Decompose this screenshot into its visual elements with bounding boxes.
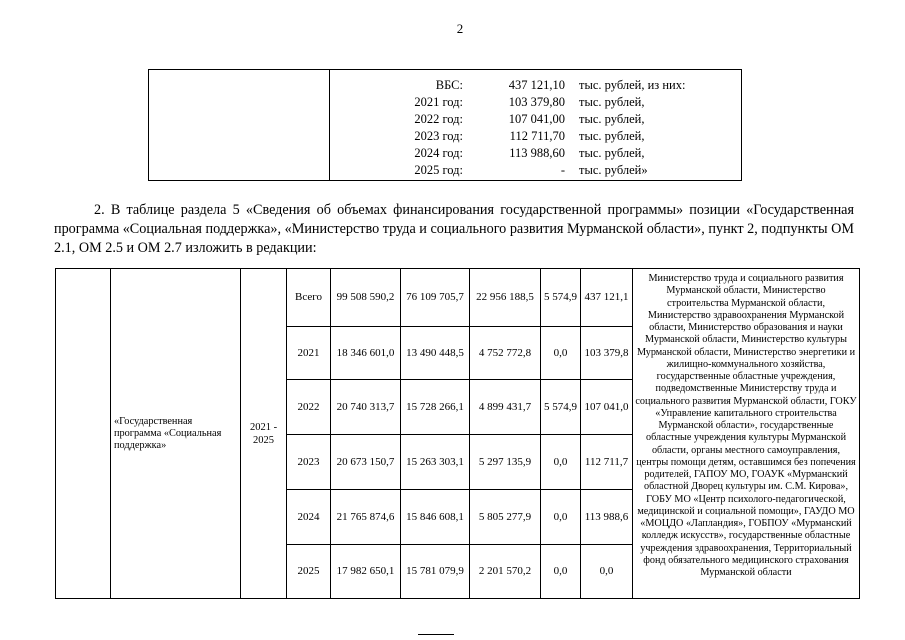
year-cell: 2025 [287, 545, 331, 599]
value-cell: 113 988,6 [581, 490, 633, 545]
year-cell: 2021 [287, 327, 331, 380]
financing-unit: тыс. рублей, [579, 112, 645, 126]
total-cell: 20 740 313,7 [331, 380, 401, 435]
value-cell: 0,0 [581, 545, 633, 599]
year-cell: Всего [287, 269, 331, 327]
year-cell: 2022 [287, 380, 331, 435]
value-cell: 15 263 303,1 [401, 435, 470, 490]
footer-mark [418, 634, 454, 635]
value-cell: 0,0 [541, 545, 581, 599]
funding-table [55, 268, 860, 599]
value-cell: 76 109 705,7 [401, 269, 470, 327]
financing-label: 2024 год: [414, 146, 463, 160]
year-cell: 2024 [287, 490, 331, 545]
value-cell: 5 805 277,9 [470, 490, 541, 545]
financing-value: 437 121,10 [508, 78, 565, 92]
financing-label: 2025 год: [414, 163, 463, 177]
value-cell: 103 379,8 [581, 327, 633, 380]
value-cell: 2 201 570,2 [470, 545, 541, 599]
financing-unit: тыс. рублей, [579, 146, 645, 160]
value-cell: 107 041,0 [581, 380, 633, 435]
financing-value: 113 988,60 [509, 146, 565, 160]
value-cell: 112 711,7 [581, 435, 633, 490]
financing-value: 107 041,00 [508, 112, 565, 126]
financing-unit: тыс. рублей, из них: [579, 78, 686, 92]
financing-value: 112 711,70 [509, 129, 565, 143]
value-cell: 5 574,9 [541, 269, 581, 327]
total-cell: 17 982 650,1 [331, 545, 401, 599]
empty-cell [56, 269, 111, 599]
page-number: 2 [456, 21, 464, 36]
financing-summary-table [148, 69, 742, 181]
responsible-parties-cell: Министерство труда и социального развития Мурманской области, Министерство строительства Мурманской области, Министерство здравоохранения Мурманской области, Министерство образования и науки Мурманской области, Министерство культуры Мурманской области, Министерство энергетики и жилищно-коммунального хозяйства, государственные областные учреждения, подведомственные Министерству труда и социального развития Мурманской области, ГОКУ «Управление капитального строительства Мурманской области», государственные областные учреждения культуры Мурманской области, органы местного самоуправления, центры помощи детям, оставшимся без попечения родителей, ГАПОУ МО, ГОАУК «Мурманский областной Дворец культуры им. С.М. Кирова», ГОБУ МО «Центр психолого-педагогической, медицинской и социальной помощи», ГАУДО МО «МОЦДО «Лапландия», ГОБПОУ «Мурманский колледж искусств», государственные областные учреждения здравоохранения, Территориальный фонд обязательного медицинского страхования Мурманской области [633, 269, 860, 599]
financing-unit: тыс. рублей» [579, 163, 648, 177]
value-cell: 22 956 188,5 [470, 269, 541, 327]
period-cell: 2021 - 2025 [241, 269, 287, 599]
value-cell: 15 728 266,1 [401, 380, 470, 435]
table-row [56, 269, 860, 327]
value-cell: 4 899 431,7 [470, 380, 541, 435]
value-cell: 437 121,1 [581, 269, 633, 327]
financing-label: 2022 год: [414, 112, 463, 126]
value-cell: 5 574,9 [541, 380, 581, 435]
financing-unit: тыс. рублей, [579, 129, 645, 143]
program-name-cell: «Государственная программа «Социальная поддержка» [111, 269, 241, 599]
value-cell: 15 781 079,9 [401, 545, 470, 599]
value-cell: 5 297 135,9 [470, 435, 541, 490]
financing-label: 2023 год: [414, 129, 463, 143]
financing-label: ВБС: [435, 78, 463, 92]
financing-label: 2021 год: [414, 95, 463, 109]
financing-unit: тыс. рублей, [579, 95, 645, 109]
year-cell: 2023 [287, 435, 331, 490]
value-cell: 4 752 772,8 [470, 327, 541, 380]
amendment-paragraph: 2. В таблице раздела 5 «Сведения об объемах финансирования государственной программы» позиции «Государственная программа «Социальная поддержка», «Министерство труда и социального развития Мурманской области», пункт 2, подпункты ОМ 2.1, ОМ 2.5 и ОМ 2.7 изложить в редакции: [54, 202, 854, 256]
total-cell: 18 346 601,0 [331, 327, 401, 380]
value-cell: 15 846 608,1 [401, 490, 470, 545]
financing-value: - [560, 163, 565, 177]
total-cell: 21 765 874,6 [331, 490, 401, 545]
value-cell: 0,0 [541, 490, 581, 545]
financing-value: 103 379,80 [508, 95, 565, 109]
value-cell: 13 490 448,5 [401, 327, 470, 380]
total-cell: 20 673 150,7 [331, 435, 401, 490]
value-cell: 0,0 [541, 435, 581, 490]
value-cell: 0,0 [541, 327, 581, 380]
total-cell: 99 508 590,2 [331, 269, 401, 327]
